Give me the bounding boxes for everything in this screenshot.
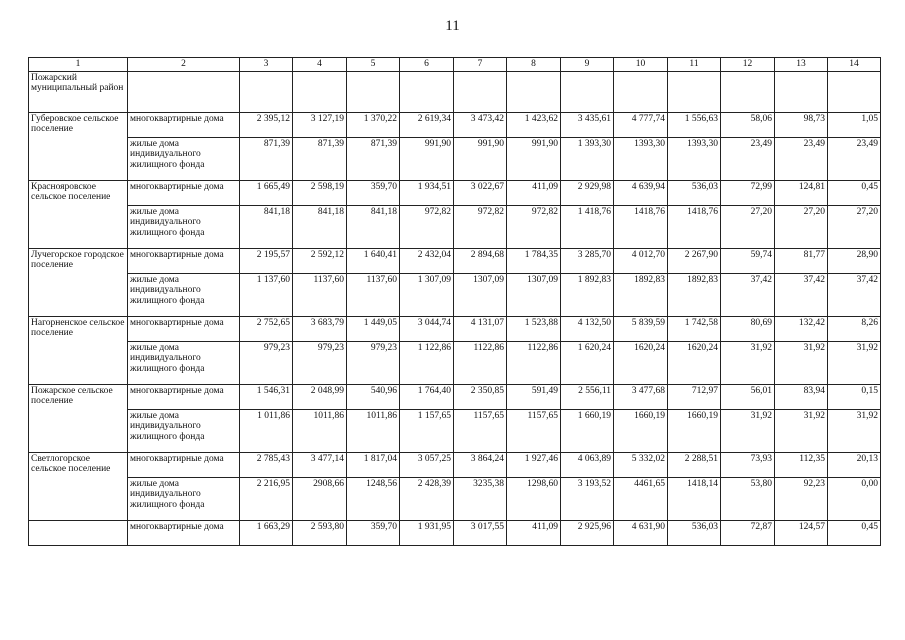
value-cell: 27,20	[721, 206, 775, 249]
value-cell: 1418,14	[668, 478, 721, 521]
value-cell: 23,49	[828, 138, 881, 181]
value-cell: 2 395,12	[240, 113, 293, 138]
value-cell: 1157,65	[507, 410, 561, 453]
value-cell: 979,23	[240, 342, 293, 385]
value-cell: 8,26	[828, 317, 881, 342]
housing-type: жилые дома индивидуального жилищного фонда	[128, 342, 240, 385]
housing-type: жилые дома индивидуального жилищного фонда	[128, 410, 240, 453]
value-cell: 1 784,35	[507, 249, 561, 274]
settlement-name: Краснояровское сельское поселение	[29, 181, 128, 249]
value-cell: 80,69	[721, 317, 775, 342]
value-cell: 2 350,85	[454, 385, 507, 410]
column-header: 9	[561, 58, 614, 72]
column-header: 14	[828, 58, 881, 72]
value-cell: 3 022,67	[454, 181, 507, 206]
value-cell: 871,39	[347, 138, 400, 181]
value-cell: 3 193,52	[561, 478, 614, 521]
value-cell: 871,39	[293, 138, 347, 181]
value-cell: 1 742,58	[668, 317, 721, 342]
value-cell: 31,92	[721, 342, 775, 385]
empty-cell	[293, 72, 347, 113]
value-cell: 3 477,68	[614, 385, 668, 410]
column-header: 5	[347, 58, 400, 72]
value-cell: 92,23	[775, 478, 828, 521]
value-cell: 1 011,86	[240, 410, 293, 453]
value-cell: 1 640,41	[347, 249, 400, 274]
empty-cell	[561, 72, 614, 113]
housing-type: многоквартирные дома	[128, 113, 240, 138]
value-cell: 3235,38	[454, 478, 507, 521]
table-row	[29, 138, 881, 181]
empty-cell	[828, 72, 881, 113]
value-cell: 83,94	[775, 385, 828, 410]
value-cell: 4 012,70	[614, 249, 668, 274]
value-cell: 3 683,79	[293, 317, 347, 342]
housing-type: жилые дома индивидуального жилищного фонда	[128, 274, 240, 317]
column-header: 4	[293, 58, 347, 72]
value-cell: 1620,24	[668, 342, 721, 385]
value-cell: 27,20	[828, 206, 881, 249]
value-cell: 712,97	[668, 385, 721, 410]
value-cell: 3 285,70	[561, 249, 614, 274]
value-cell: 58,06	[721, 113, 775, 138]
column-header: 12	[721, 58, 775, 72]
value-cell: 0,00	[828, 478, 881, 521]
empty-cell	[240, 72, 293, 113]
value-cell: 31,92	[775, 342, 828, 385]
value-cell: 4461,65	[614, 478, 668, 521]
value-cell: 1157,65	[454, 410, 507, 453]
housing-type: жилые дома индивидуального жилищного фонда	[128, 138, 240, 181]
value-cell: 591,49	[507, 385, 561, 410]
value-cell: 0,45	[828, 181, 881, 206]
value-cell: 4 631,90	[614, 521, 668, 546]
value-cell: 3 127,19	[293, 113, 347, 138]
empty-cell	[614, 72, 668, 113]
column-header: 6	[400, 58, 454, 72]
value-cell: 2908,66	[293, 478, 347, 521]
value-cell: 1 137,60	[240, 274, 293, 317]
value-cell: 841,18	[293, 206, 347, 249]
value-cell: 31,92	[828, 342, 881, 385]
settlement-name	[29, 521, 128, 546]
housing-type: многоквартирные дома	[128, 521, 240, 546]
value-cell: 972,82	[454, 206, 507, 249]
value-cell: 1137,60	[293, 274, 347, 317]
settlement-name: Пожарское сельское поселение	[29, 385, 128, 453]
value-cell: 37,42	[775, 274, 828, 317]
value-cell: 53,80	[721, 478, 775, 521]
value-cell: 411,09	[507, 521, 561, 546]
value-cell: 991,90	[454, 138, 507, 181]
value-cell: 1620,24	[614, 342, 668, 385]
value-cell: 28,90	[828, 249, 881, 274]
value-cell: 2 288,51	[668, 453, 721, 478]
value-cell: 5 332,02	[614, 453, 668, 478]
value-cell: 871,39	[240, 138, 293, 181]
tariff-table	[28, 57, 881, 546]
value-cell: 3 477,14	[293, 453, 347, 478]
empty-cell	[347, 72, 400, 113]
value-cell: 23,49	[721, 138, 775, 181]
value-cell: 1122,86	[454, 342, 507, 385]
value-cell: 972,82	[400, 206, 454, 249]
value-cell: 112,35	[775, 453, 828, 478]
value-cell: 2 785,43	[240, 453, 293, 478]
table-row	[29, 342, 881, 385]
value-cell: 2 752,65	[240, 317, 293, 342]
value-cell: 73,93	[721, 453, 775, 478]
value-cell: 0,15	[828, 385, 881, 410]
table-row	[29, 206, 881, 249]
value-cell: 1 892,83	[561, 274, 614, 317]
value-cell: 841,18	[347, 206, 400, 249]
value-cell: 1 665,49	[240, 181, 293, 206]
empty-cell	[128, 72, 240, 113]
value-cell: 1 423,62	[507, 113, 561, 138]
value-cell: 2 195,57	[240, 249, 293, 274]
value-cell: 1 418,76	[561, 206, 614, 249]
value-cell: 5 839,59	[614, 317, 668, 342]
header-row	[29, 58, 881, 72]
table-row	[29, 317, 881, 342]
value-cell: 841,18	[240, 206, 293, 249]
settlement-name: Губеровское сельское поселение	[29, 113, 128, 181]
column-header: 2	[128, 58, 240, 72]
value-cell: 1393,30	[668, 138, 721, 181]
district-row	[29, 72, 881, 113]
value-cell: 124,81	[775, 181, 828, 206]
value-cell: 56,01	[721, 385, 775, 410]
column-header: 3	[240, 58, 293, 72]
value-cell: 1 546,31	[240, 385, 293, 410]
column-header: 1	[29, 58, 128, 72]
value-cell: 411,09	[507, 181, 561, 206]
value-cell: 1307,09	[454, 274, 507, 317]
housing-type: многоквартирные дома	[128, 181, 240, 206]
value-cell: 23,49	[775, 138, 828, 181]
value-cell: 1 931,95	[400, 521, 454, 546]
value-cell: 1 620,24	[561, 342, 614, 385]
value-cell: 3 473,42	[454, 113, 507, 138]
empty-cell	[400, 72, 454, 113]
value-cell: 2 619,34	[400, 113, 454, 138]
value-cell: 59,74	[721, 249, 775, 274]
value-cell: 540,96	[347, 385, 400, 410]
value-cell: 1 660,19	[561, 410, 614, 453]
settlement-name: Светлогорское сельское поселение	[29, 453, 128, 521]
value-cell: 359,70	[347, 521, 400, 546]
value-cell: 972,82	[507, 206, 561, 249]
value-cell: 37,42	[721, 274, 775, 317]
value-cell: 1418,76	[614, 206, 668, 249]
value-cell: 2 894,68	[454, 249, 507, 274]
value-cell: 72,99	[721, 181, 775, 206]
value-cell: 1307,09	[507, 274, 561, 317]
value-cell: 1298,60	[507, 478, 561, 521]
value-cell: 31,92	[828, 410, 881, 453]
value-cell: 4 132,50	[561, 317, 614, 342]
value-cell: 1 157,65	[400, 410, 454, 453]
value-cell: 4 063,89	[561, 453, 614, 478]
value-cell: 4 639,94	[614, 181, 668, 206]
empty-cell	[507, 72, 561, 113]
table-row	[29, 274, 881, 317]
value-cell: 1137,60	[347, 274, 400, 317]
value-cell: 4 131,07	[454, 317, 507, 342]
value-cell: 2 598,19	[293, 181, 347, 206]
value-cell: 81,77	[775, 249, 828, 274]
column-header: 11	[668, 58, 721, 72]
value-cell: 1418,76	[668, 206, 721, 249]
value-cell: 991,90	[507, 138, 561, 181]
housing-type: многоквартирные дома	[128, 385, 240, 410]
value-cell: 124,57	[775, 521, 828, 546]
column-header: 10	[614, 58, 668, 72]
value-cell: 37,42	[828, 274, 881, 317]
value-cell: 991,90	[400, 138, 454, 181]
value-cell: 1660,19	[668, 410, 721, 453]
table-row	[29, 410, 881, 453]
value-cell: 20,13	[828, 453, 881, 478]
district-label: Пожарский муниципальный район	[29, 72, 128, 113]
settlement-name: Нагорненское сельское поселение	[29, 317, 128, 385]
column-header: 8	[507, 58, 561, 72]
value-cell: 2 925,96	[561, 521, 614, 546]
value-cell: 1892,83	[614, 274, 668, 317]
value-cell: 2 428,39	[400, 478, 454, 521]
value-cell: 1 370,22	[347, 113, 400, 138]
value-cell: 2 048,99	[293, 385, 347, 410]
empty-cell	[721, 72, 775, 113]
value-cell: 536,03	[668, 521, 721, 546]
value-cell: 1892,83	[668, 274, 721, 317]
value-cell: 1 556,63	[668, 113, 721, 138]
table-row	[29, 453, 881, 478]
value-cell: 1660,19	[614, 410, 668, 453]
value-cell: 3 864,24	[454, 453, 507, 478]
value-cell: 2 593,80	[293, 521, 347, 546]
settlement-name: Лучегорское городское поселение	[29, 249, 128, 317]
column-header: 7	[454, 58, 507, 72]
table-row	[29, 249, 881, 274]
value-cell: 1,05	[828, 113, 881, 138]
empty-cell	[668, 72, 721, 113]
value-cell: 2 556,11	[561, 385, 614, 410]
column-header: 13	[775, 58, 828, 72]
value-cell: 1011,86	[293, 410, 347, 453]
value-cell: 31,92	[775, 410, 828, 453]
value-cell: 1393,30	[614, 138, 668, 181]
value-cell: 1248,56	[347, 478, 400, 521]
page-number: 11	[445, 18, 460, 34]
housing-type: многоквартирные дома	[128, 249, 240, 274]
value-cell: 1 122,86	[400, 342, 454, 385]
value-cell: 1 393,30	[561, 138, 614, 181]
value-cell: 2 216,95	[240, 478, 293, 521]
value-cell: 979,23	[293, 342, 347, 385]
table-row	[29, 113, 881, 138]
table-row	[29, 478, 881, 521]
table-row	[29, 385, 881, 410]
housing-type: многоквартирные дома	[128, 453, 240, 478]
value-cell: 1011,86	[347, 410, 400, 453]
value-cell: 1 307,09	[400, 274, 454, 317]
empty-cell	[454, 72, 507, 113]
value-cell: 132,42	[775, 317, 828, 342]
value-cell: 2 267,90	[668, 249, 721, 274]
value-cell: 536,03	[668, 181, 721, 206]
table-row	[29, 181, 881, 206]
value-cell: 1 523,88	[507, 317, 561, 342]
value-cell: 359,70	[347, 181, 400, 206]
value-cell: 1 934,51	[400, 181, 454, 206]
value-cell: 2 432,04	[400, 249, 454, 274]
value-cell: 98,73	[775, 113, 828, 138]
value-cell: 27,20	[775, 206, 828, 249]
value-cell: 1 764,40	[400, 385, 454, 410]
table-row	[29, 521, 881, 546]
value-cell: 72,87	[721, 521, 775, 546]
housing-type: многоквартирные дома	[128, 317, 240, 342]
value-cell: 1 817,04	[347, 453, 400, 478]
value-cell: 1 663,29	[240, 521, 293, 546]
empty-cell	[775, 72, 828, 113]
value-cell: 3 044,74	[400, 317, 454, 342]
value-cell: 4 777,74	[614, 113, 668, 138]
value-cell: 1 449,05	[347, 317, 400, 342]
housing-type: жилые дома индивидуального жилищного фонда	[128, 478, 240, 521]
value-cell: 2 929,98	[561, 181, 614, 206]
value-cell: 3 435,61	[561, 113, 614, 138]
value-cell: 0,45	[828, 521, 881, 546]
value-cell: 3 057,25	[400, 453, 454, 478]
value-cell: 1122,86	[507, 342, 561, 385]
value-cell: 31,92	[721, 410, 775, 453]
housing-type: жилые дома индивидуального жилищного фонда	[128, 206, 240, 249]
value-cell: 2 592,12	[293, 249, 347, 274]
value-cell: 3 017,55	[454, 521, 507, 546]
value-cell: 1 927,46	[507, 453, 561, 478]
value-cell: 979,23	[347, 342, 400, 385]
